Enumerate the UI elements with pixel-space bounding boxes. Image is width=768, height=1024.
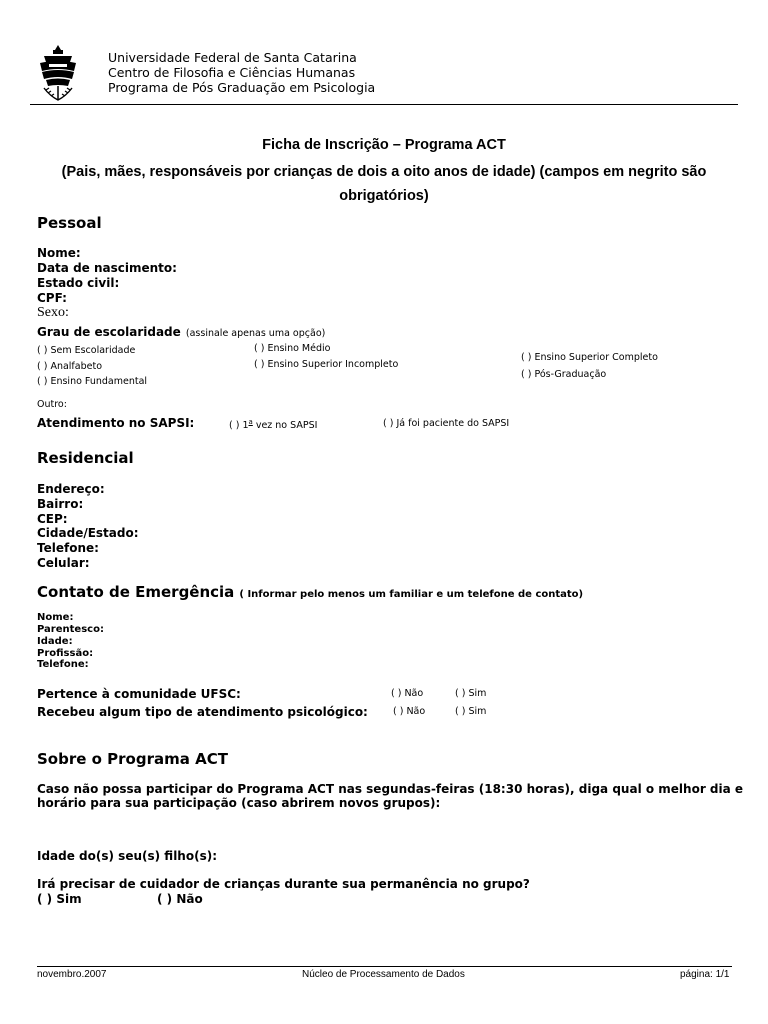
section-heading-pessoal: Pessoal [37,214,102,232]
option-analfabeto[interactable]: ( ) Analfabeto [37,361,103,372]
field-sexo: Sexo: [37,305,69,320]
form-title: Ficha de Inscrição – Programa ACT [262,137,506,153]
field-estado-civil: Estado civil: [37,276,120,290]
option-ufsc-sim[interactable]: ( ) Sim [455,688,487,699]
primeira-vez-prefix: ( ) 1 [229,420,249,432]
form-subtitle-line2: obrigatórios) [339,188,429,204]
field-cpf: CPF: [37,291,67,305]
form-subtitle-line1: (Pais, mães, responsáveis por crianças de dois a oito anos de idade) (campos em negrito são [61,164,707,180]
question-melhor-dia-line2: horário para sua participação (caso abrirem novos grupos): [37,796,441,810]
center-name: Centro de Filosofia e Ciências Humanas [108,65,356,80]
option-atendimento-sim[interactable]: ( ) Sim [455,706,487,717]
field-telefone: Telefone: [37,541,99,555]
escolaridade-label: Grau de escolaridade [37,325,181,339]
emergencia-profissao: Profissão: [37,648,94,659]
option-cuidador-nao[interactable]: ( ) Não [157,892,203,906]
field-comunidade-ufsc: Pertence à comunidade UFSC: [37,687,241,701]
field-atendimento-psicologico: Recebeu algum tipo de atendimento psicológico: [37,705,368,719]
question-cuidador: Irá precisar de cuidador de crianças durante sua permanência no grupo? [37,877,530,891]
primeira-vez-suffix: vez no SAPSI [252,420,318,432]
option-ensino-fundamental[interactable]: ( ) Ensino Fundamental [37,376,148,387]
field-endereco: Endereço: [37,482,105,496]
emergencia-telefone: Telefone: [37,659,89,670]
emergencia-heading: Contato de Emergência [37,583,235,601]
question-melhor-dia-line1: Caso não possa participar do Programa ACT nas segundas-feiras (18:30 horas), diga qual o melhor dia e [37,782,744,796]
program-name: Programa de Pós Graduação em Psicologia [108,80,376,95]
field-bairro: Bairro: [37,497,84,511]
header-divider [30,104,738,105]
option-superior-completo[interactable]: ( ) Ensino Superior Completo [521,352,658,363]
ufsc-coat-of-arms-icon [36,44,80,104]
institution-name: Universidade Federal de Santa Catarina [108,50,357,65]
field-escolaridade [37,321,325,340]
option-pos-graduacao[interactable]: ( ) Pós-Graduação [521,369,607,380]
field-data-nascimento: Data de nascimento: [37,261,177,275]
emergencia-note: ( Informar pelo menos um familiar e um telefone de contato) [239,589,584,600]
emergencia-idade: Idade: [37,636,73,647]
option-ja-foi-paciente[interactable]: ( ) Já foi paciente do SAPSI [383,418,510,429]
option-ensino-medio[interactable]: ( ) Ensino Médio [254,343,331,354]
option-ufsc-nao[interactable]: ( ) Não [391,688,424,699]
field-celular: Celular: [37,556,90,570]
field-cidade-estado: Cidade/Estado: [37,526,139,540]
footer-date: novembro.2007 [37,969,107,980]
primeira-vez-superscript: a [248,418,253,426]
field-cep: CEP: [37,512,68,526]
section-heading-residencial: Residencial [37,449,134,467]
option-superior-incompleto[interactable]: ( ) Ensino Superior Incompleto [254,359,399,370]
field-outro: Outro: [37,399,67,410]
section-heading-programa: Sobre o Programa ACT [37,750,228,768]
footer-page-number: página: 1/1 [680,969,730,980]
footer-department: Núcleo de Processamento de Dados [302,969,465,980]
section-heading-emergencia [37,582,583,601]
option-sem-escolaridade[interactable]: ( ) Sem Escolaridade [37,345,136,356]
escolaridade-note: (assinale apenas uma opção) [185,328,326,339]
field-atendimento-sapsi: Atendimento no SAPSI: [37,416,195,430]
field-idade-filhos: Idade do(s) seu(s) filho(s): [37,849,217,863]
emergencia-nome: Nome: [37,612,74,623]
option-cuidador-sim[interactable]: ( ) Sim [37,892,82,906]
option-atendimento-nao[interactable]: ( ) Não [393,706,426,717]
field-nome: Nome: [37,246,81,260]
option-primeira-vez-sapsi[interactable] [229,418,317,431]
emergencia-parentesco: Parentesco: [37,624,104,635]
footer-divider [37,966,732,967]
